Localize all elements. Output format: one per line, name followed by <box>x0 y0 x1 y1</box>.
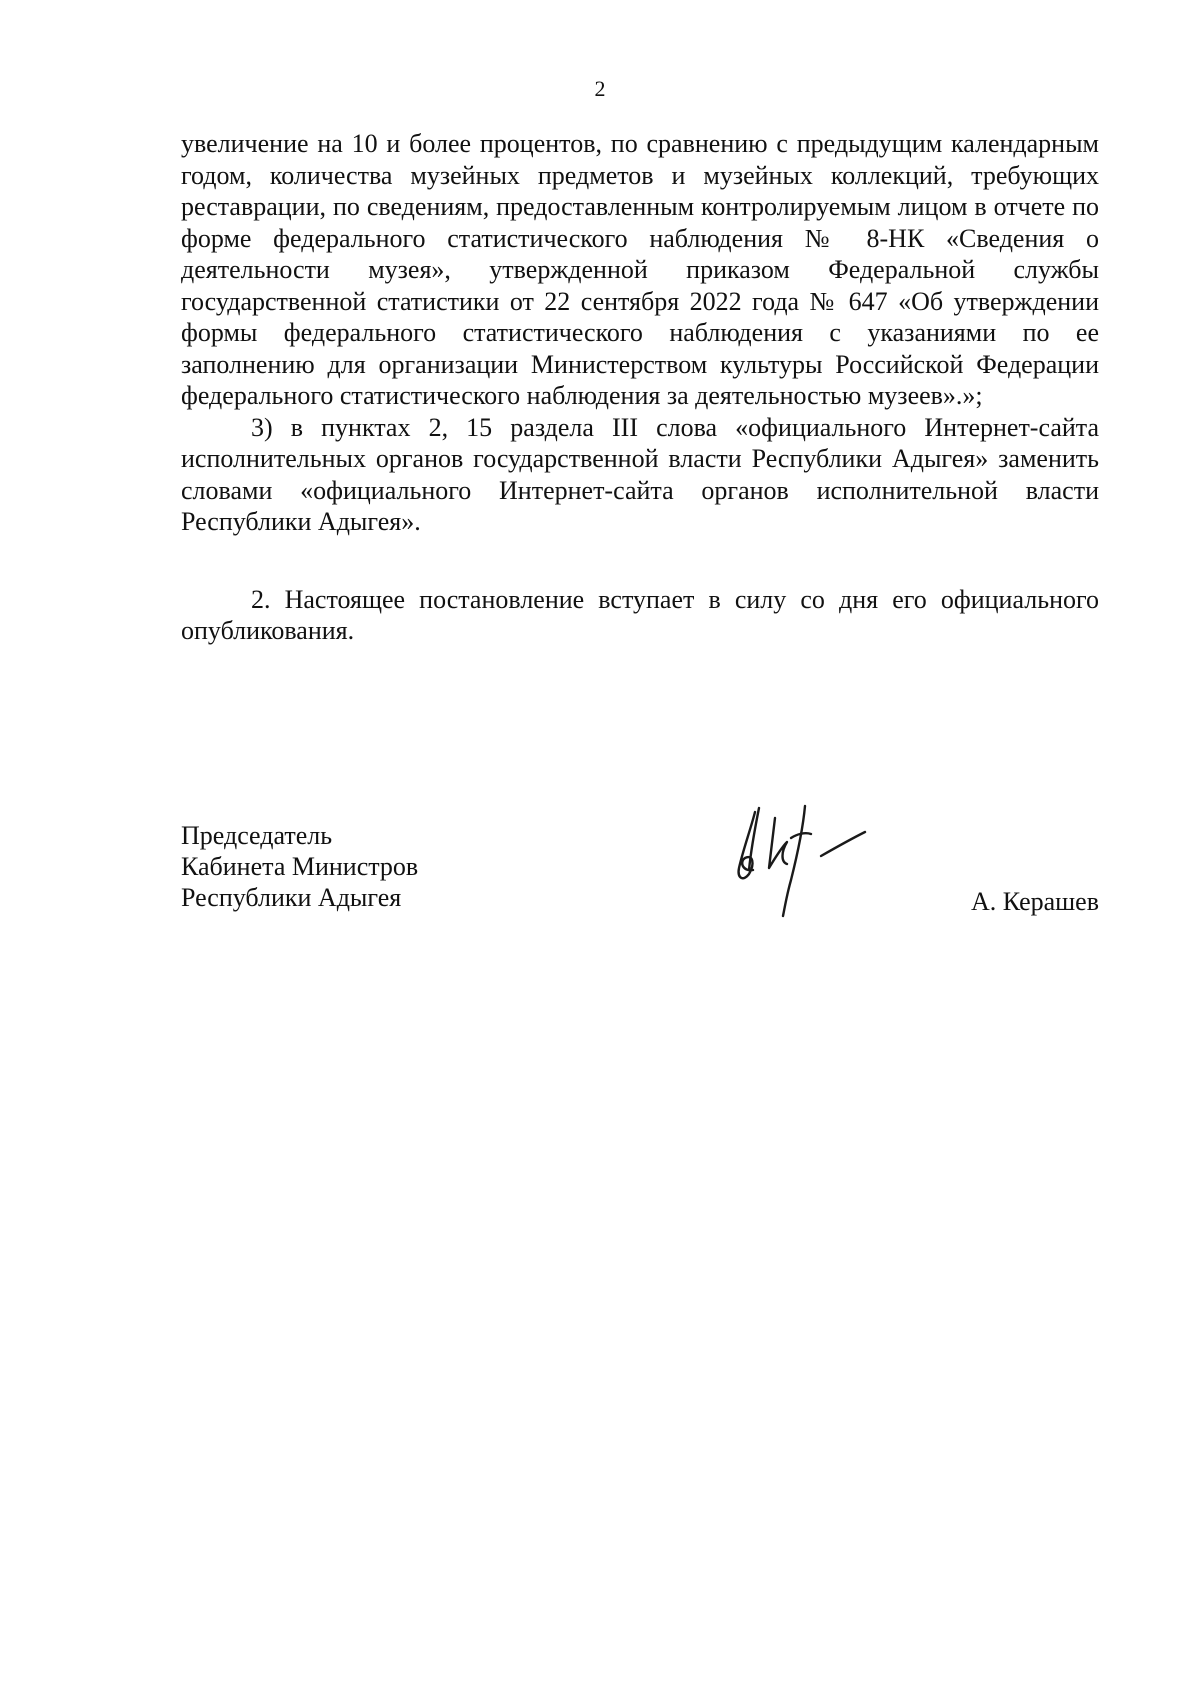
signatory-title-line: Республики Адыгея <box>181 883 402 912</box>
paragraph-item-3: 3) в пунктах 2, 15 раздела III слова «официального Интернет-сайта исполнительных органов государственной власти Республики Адыгея» заменить словами «официального Интернет-сайта органов исполнительной власти Республики Адыгея». <box>181 412 1099 536</box>
handwritten-signature <box>725 798 885 918</box>
signatory-title <box>181 820 418 913</box>
document-body <box>181 128 1099 647</box>
signatory-title-line: Кабинета Министров <box>181 852 419 881</box>
paragraph-section-2: 2. Настоящее постановление вступает в силу со дня его официального опубликования. <box>181 584 1099 645</box>
paragraph-continuation: увеличение на 10 и более процентов, по сравнению с предыдущим календарным годом, количества музейных предметов и музейных коллекций, требующих реставрации, по сведениям, предоставленным контролируемым лицом в отчете по форме федерального статистического наблюдения № 8-НК «Сведения о деятельности музея», утвержденной приказом Федеральной службы государственной статистики от 22 сентября 2022 года № 647 «Об утверждении формы федерального статистического наблюдения с указаниями по ее заполнению для организации Министерством культуры Российской Федерации федерального статистического наблюдения за деятельностью музеев».»; <box>181 129 1099 410</box>
signatory-title-line: Председатель <box>181 821 333 850</box>
page-number: 2 <box>594 76 606 101</box>
signatory-name: А. Керашев <box>970 887 1099 916</box>
